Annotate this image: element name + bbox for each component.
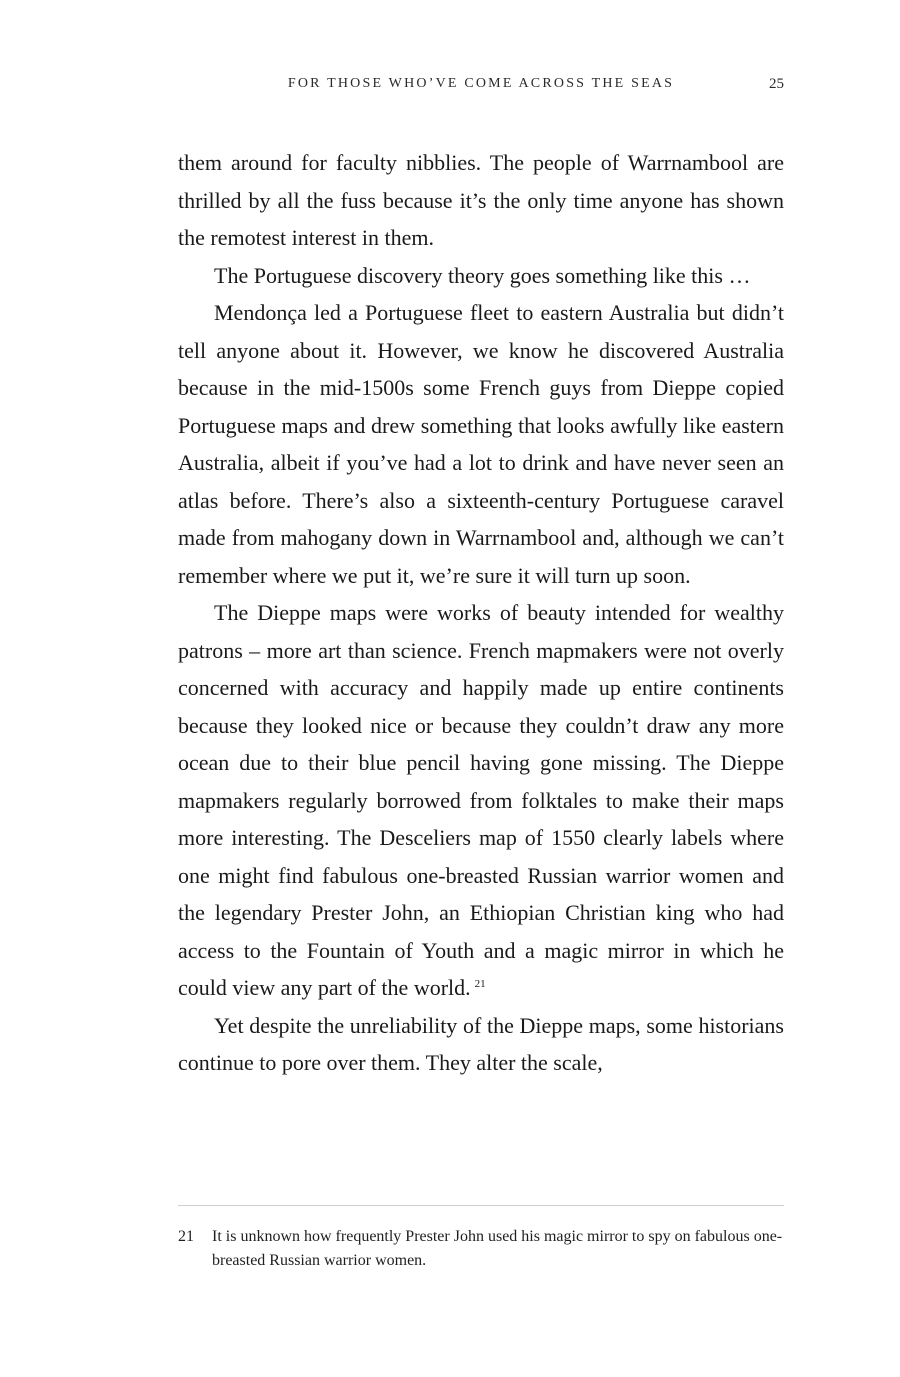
footnote: [178, 1225, 784, 1273]
running-head: [178, 74, 784, 94]
paragraph: [178, 594, 784, 1007]
paragraph-text: The Dieppe maps were works of beauty intended for wealthy patrons – more art than science. French mapmakers were not overly concerned with accuracy and happily made up entire continents because they looked nice or because they couldn’t draw any more ocean due to their blue pencil having gone missing. The Dieppe mapmakers regularly borrowed from folktales to make their maps more interesting. The Desceliers map of 1550 clearly labels where one might find fabulous one-breasted Russian warrior women and the legendary Prester John, an Ethiopian Christian king who had access to the Fountain of Youth and a magic mirror in which he could view any part of the world.: [178, 600, 784, 1000]
footnote-number: 21: [178, 1228, 194, 1245]
footnote-text: It is unknown how frequently Prester John used his magic mirror to spy on fabulous one-breasted Russian warrior women.: [212, 1228, 783, 1269]
paragraph: Yet despite the unreliability of the Dieppe maps, some historians continue to pore over them. They alter the scale,: [178, 1012, 784, 1075]
paragraph: them around for faculty nibblies. The people of Warrnambool are thrilled by all the fuss because it’s the only time anyone has shown the remotest interest in them.: [178, 150, 784, 250]
page-number: 25: [769, 76, 784, 92]
footnote-divider: [178, 1205, 784, 1206]
paragraph: Mendonça led a Portuguese fleet to eastern Australia but didn’t tell anyone about it. However, we know he discovered Australia because in the mid-1500s some French guys from Dieppe copied Portuguese maps and drew something that looks awfully like eastern Australia, albeit if you’ve had a lot to drink and have never seen an atlas before. There’s also a sixteenth-century Portuguese caravel made from mahogany down in Warrnambool and, although we can’t remember where we put it, we’re sure it will turn up soon.: [178, 300, 784, 588]
footnote-reference[interactable]: 21: [474, 977, 486, 990]
body-text: [178, 144, 784, 1082]
paragraph: The Portuguese discovery theory goes something like this …: [214, 262, 751, 288]
running-title: FOR THOSE WHO’VE COME ACROSS THE SEAS: [287, 76, 675, 91]
